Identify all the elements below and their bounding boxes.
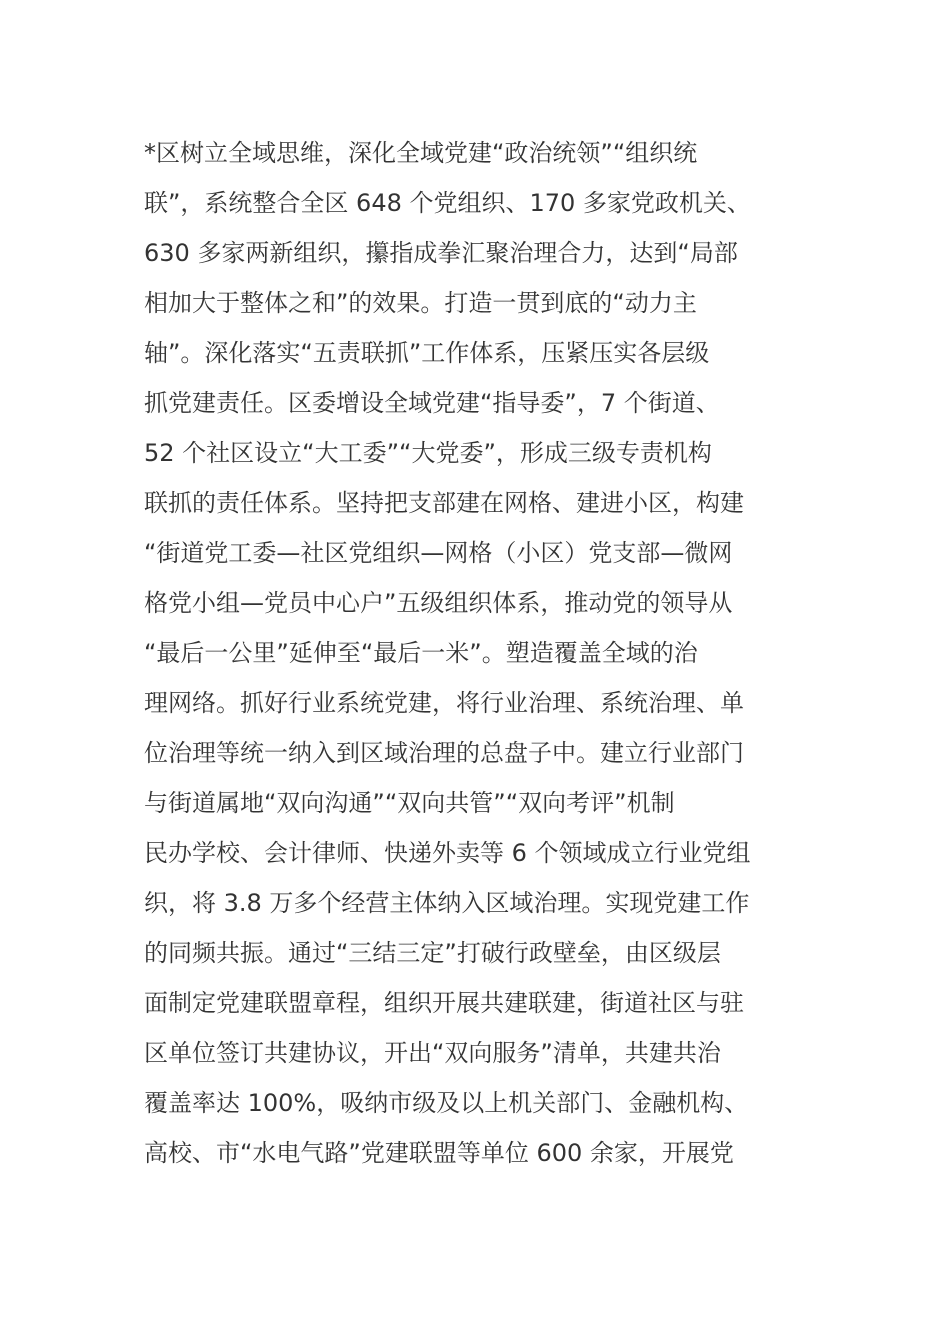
text-line: 织，将 3.8 万多个经营主体纳入区域治理。实现党建工作 [144, 889, 750, 917]
text-line: 区单位签订共建协议，开出“双向服务”清单，共建共治 [144, 1039, 721, 1067]
text-line: 轴”。深化落实“五责联抓”工作体系，压紧压实各层级 [144, 339, 710, 367]
text-line: 的同频共振。通过“三结三定”打破行政壁垒，由区级层 [144, 939, 721, 967]
text-line: 相加大于整体之和”的效果。打造一贯到底的“动力主 [144, 289, 697, 317]
text-line: 联抓的责任体系。坚持把支部建在网格、建进小区，构建 [144, 489, 744, 517]
text-line: 理网络。抓好行业系统党建，将行业治理、系统治理、单 [144, 689, 744, 717]
text-line: 覆盖率达 100%，吸纳市级及以上机关部门、金融机构、 [144, 1089, 749, 1117]
text-line: 面制定党建联盟章程，组织开展共建联建，街道社区与驻 [144, 989, 744, 1017]
text-line: 高校、市“水电气路”党建联盟等单位 600 余家，开展党 [144, 1139, 734, 1167]
text-line: *区树立全域思维，深化全域党建“政治统领”“组织统 [144, 139, 698, 167]
text-line: 格党小组—党员中心户”五级组织体系，推动党的领导从 [144, 589, 733, 617]
text-line: 与街道属地“双向沟通”“双向共管”“双向考评”机制 [144, 789, 675, 817]
text-line: 民办学校、会计律师、快递外卖等 6 个领域成立行业党组 [144, 839, 751, 867]
text-line: 52 个社区设立“大工委”“大党委”，形成三级专责机构 [144, 439, 712, 467]
text-line: 联”，系统整合全区 648 个党组织、170 多家党政机关、 [144, 189, 751, 217]
body-paragraph [144, 128, 824, 1178]
text-line: “街道党工委—社区党组织—网格（小区）党支部—微网 [144, 539, 733, 567]
text-line: 抓党建责任。区委增设全域党建“指导委”，7 个街道、 [144, 389, 720, 417]
text-line: 630 多家两新组织，攥指成拳汇聚治理合力，达到“局部 [144, 239, 738, 267]
text-line: “最后一公里”延伸至“最后一米”。塑造覆盖全域的治 [144, 639, 698, 667]
text-line: 位治理等统一纳入到区域治理的总盘子中。建立行业部门 [144, 739, 744, 767]
